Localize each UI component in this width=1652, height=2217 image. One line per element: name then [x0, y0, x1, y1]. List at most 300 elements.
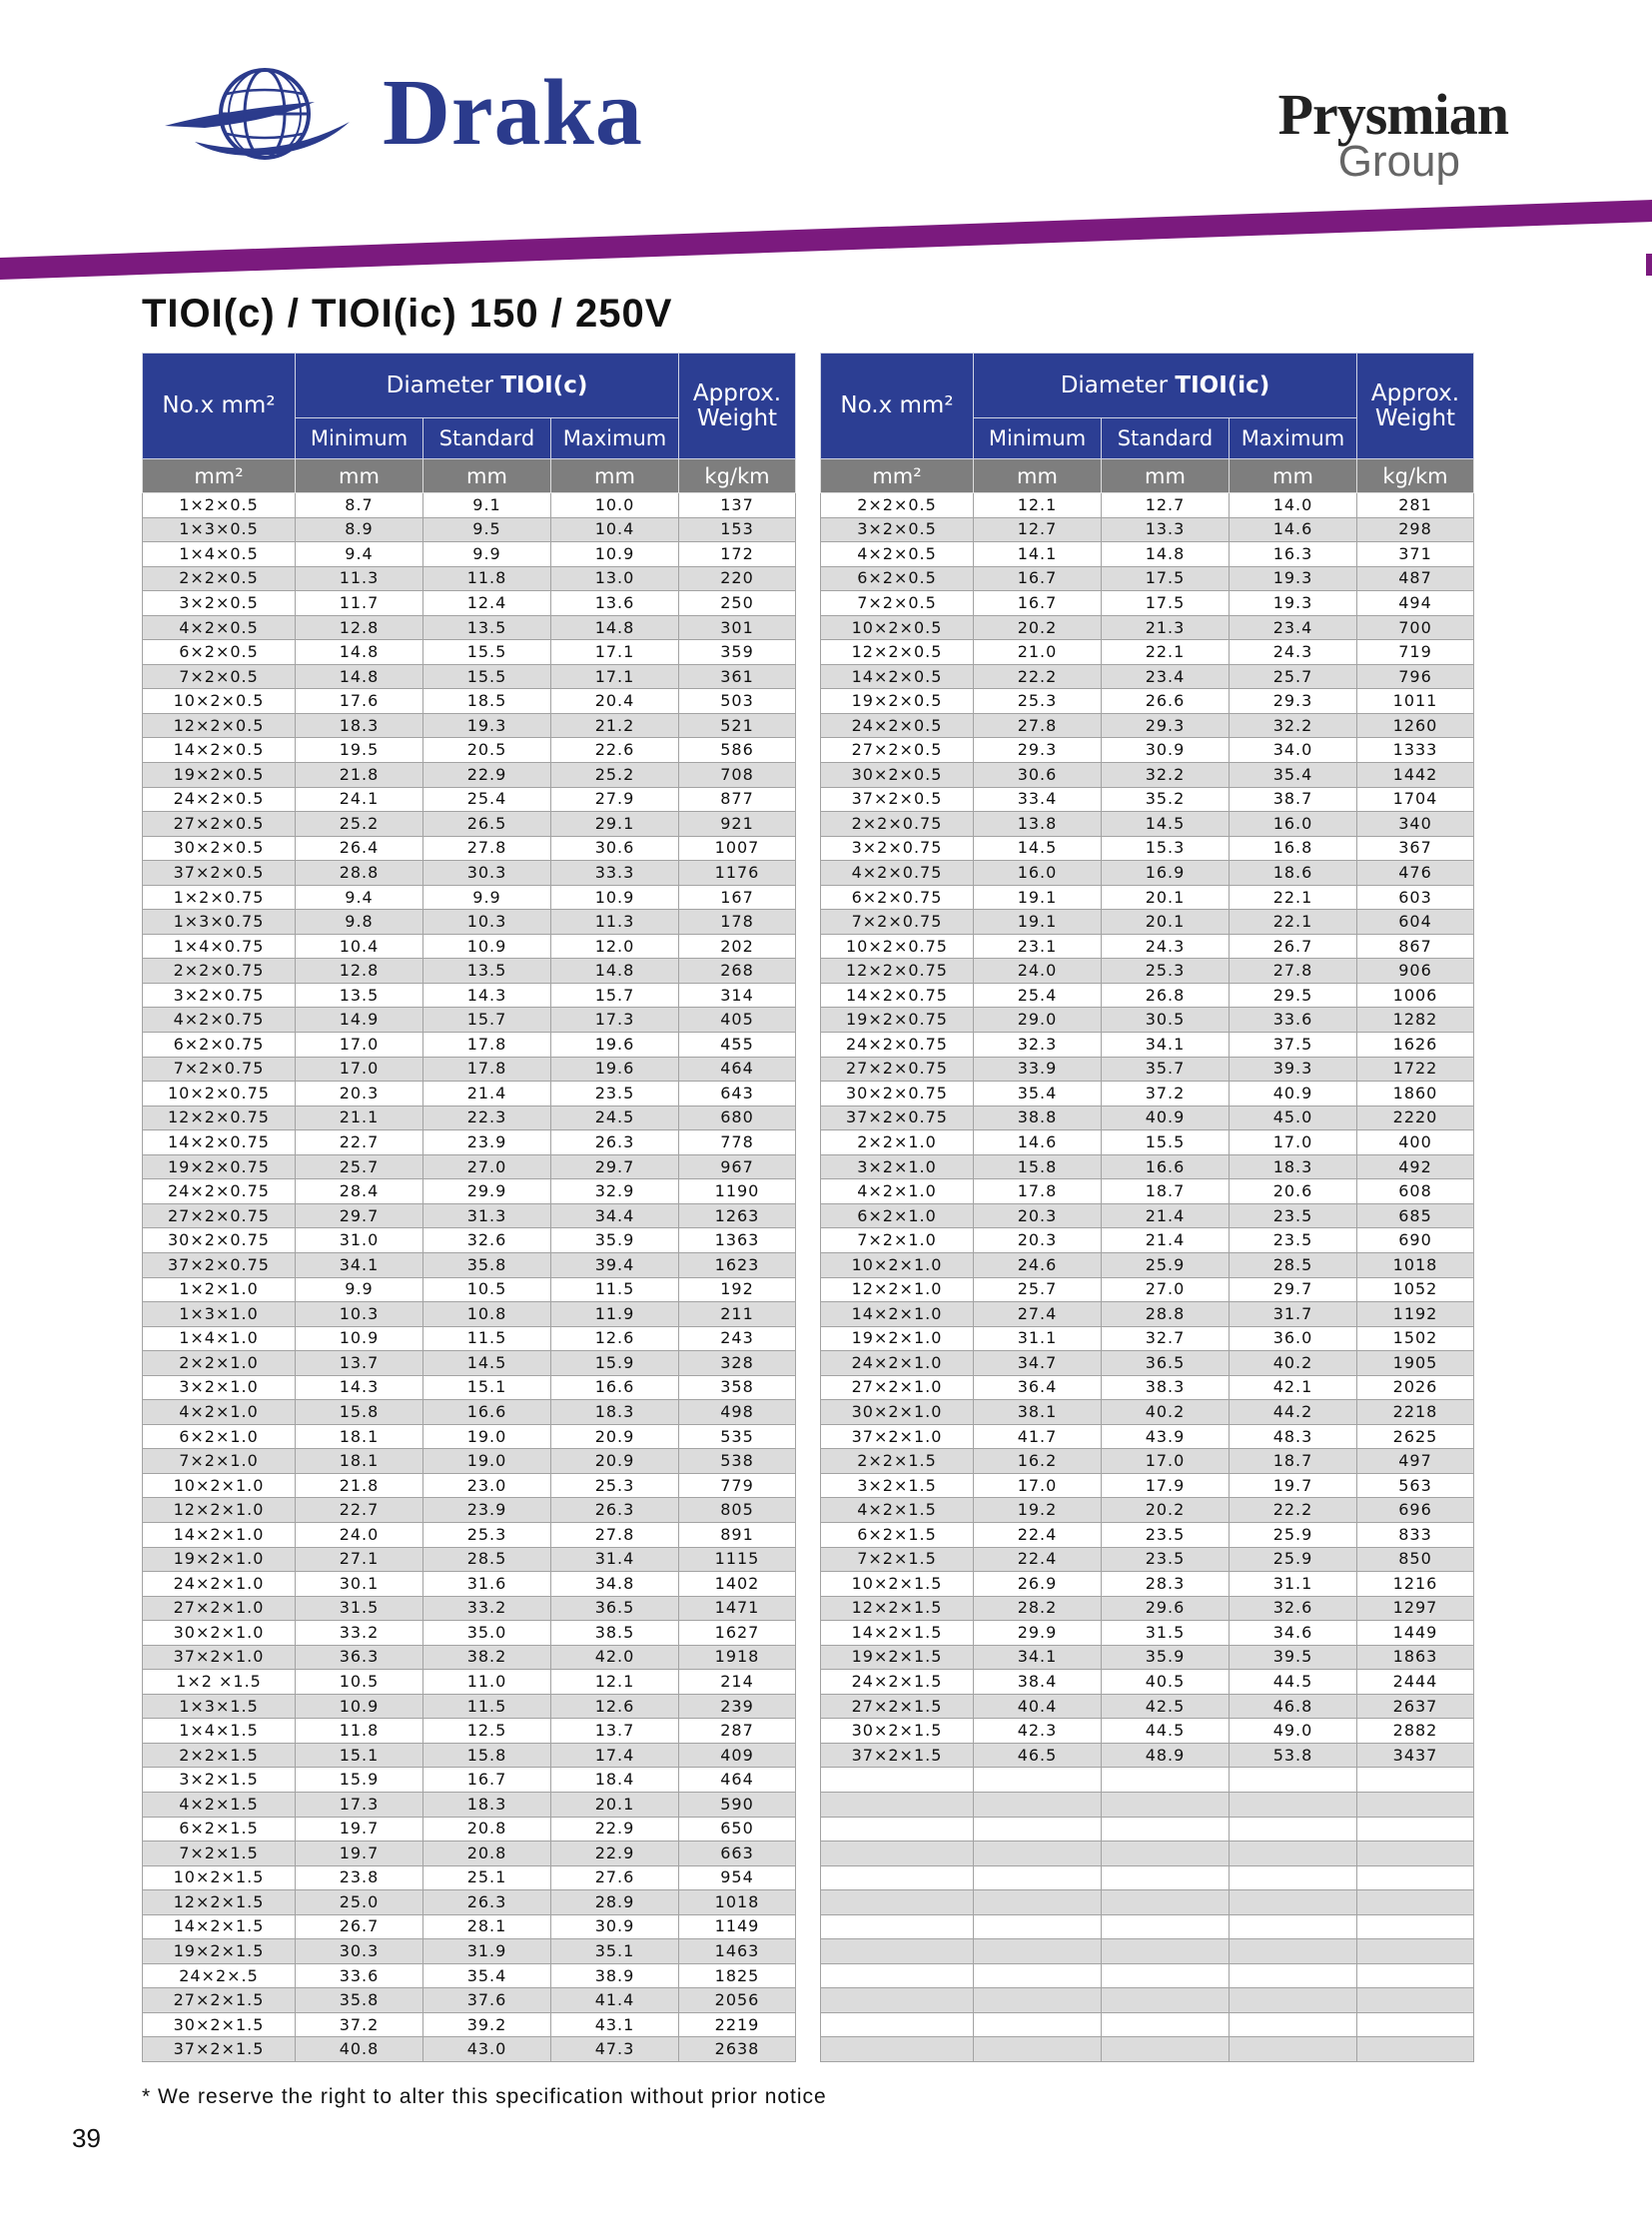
- cell-diameter-min: 17.0: [296, 1057, 423, 1082]
- cell-diameter-max: [1230, 1939, 1357, 1964]
- table-row: [821, 615, 1474, 640]
- table-row: [821, 2012, 1474, 2037]
- cell-diameter-std: 43.0: [423, 2037, 551, 2062]
- cell-cable-size: 27×2×0.5: [143, 812, 296, 837]
- cell-diameter-std: 15.5: [1102, 1130, 1230, 1155]
- cell-weight: 405: [679, 1008, 796, 1033]
- table-row: [143, 763, 796, 788]
- cell-diameter-max: 20.9: [551, 1424, 679, 1449]
- cell-cable-size: [821, 1865, 974, 1890]
- cell-diameter-std: 17.5: [1102, 566, 1230, 591]
- cell-weight: 1263: [679, 1203, 796, 1228]
- table-row: [821, 517, 1474, 542]
- cell-cable-size: 10×2×0.5: [143, 689, 296, 714]
- cell-diameter-min: 36.3: [296, 1645, 423, 1670]
- col-header-minimum: Minimum: [974, 418, 1102, 459]
- cell-diameter-max: 47.3: [551, 2037, 679, 2062]
- cell-cable-size: 10×2×1.5: [821, 1572, 974, 1597]
- cell-weight: 1297: [1357, 1596, 1474, 1621]
- col-header-standard: Standard: [1102, 418, 1230, 459]
- prysmian-wordmark: Prysmian: [1277, 82, 1508, 147]
- cell-diameter-max: 10.9: [551, 542, 679, 567]
- table-row: [821, 1424, 1474, 1449]
- cell-cable-size: 30×2×0.75: [143, 1228, 296, 1253]
- cell-weight: 538: [679, 1449, 796, 1474]
- cell-diameter-max: 40.2: [1230, 1351, 1357, 1376]
- cell-diameter-min: 17.3: [296, 1792, 423, 1817]
- cell-diameter-max: 31.4: [551, 1547, 679, 1572]
- cell-diameter-std: 20.8: [423, 1842, 551, 1866]
- cell-cable-size: 14×2×0.75: [821, 983, 974, 1008]
- table-row: [821, 1743, 1474, 1768]
- cell-diameter-max: 12.6: [551, 1326, 679, 1351]
- table-row: [143, 615, 796, 640]
- cell-diameter-max: 29.7: [1230, 1277, 1357, 1302]
- cell-diameter-max: 11.9: [551, 1302, 679, 1327]
- cell-cable-size: 12×2×0.75: [821, 959, 974, 984]
- cell-cable-size: 30×2×1.0: [143, 1621, 296, 1646]
- table-row: [821, 1645, 1474, 1670]
- cell-diameter-min: 16.0: [974, 861, 1102, 886]
- cell-weight: 268: [679, 959, 796, 984]
- cell-weight: 643: [679, 1082, 796, 1107]
- cell-diameter-max: 18.3: [1230, 1154, 1357, 1179]
- cell-weight: 2220: [1357, 1106, 1474, 1130]
- cell-weight: 328: [679, 1351, 796, 1376]
- table-row: [821, 1375, 1474, 1400]
- cell-weight: 476: [1357, 861, 1474, 886]
- cell-cable-size: [821, 1890, 974, 1915]
- cell-diameter-min: 26.4: [296, 836, 423, 861]
- cell-weight: 172: [679, 542, 796, 567]
- cell-diameter-max: 20.9: [551, 1449, 679, 1474]
- cell-diameter-max: 38.9: [551, 1963, 679, 1988]
- cell-diameter-max: 29.3: [1230, 689, 1357, 714]
- cell-diameter-std: 32.6: [423, 1228, 551, 1253]
- cell-diameter-std: 21.4: [1102, 1228, 1230, 1253]
- cell-weight: 1863: [1357, 1645, 1474, 1670]
- col-header-weight: Approx. Weight: [679, 354, 796, 459]
- cell-diameter-std: 9.9: [423, 885, 551, 910]
- cell-weight: 1449: [1357, 1621, 1474, 1646]
- table-row: [821, 1522, 1474, 1547]
- cell-diameter-std: 16.6: [1102, 1154, 1230, 1179]
- cell-diameter-min: [974, 1988, 1102, 2013]
- cell-diameter-min: 12.8: [296, 959, 423, 984]
- cell-weight: 833: [1357, 1522, 1474, 1547]
- cell-cable-size: [821, 1963, 974, 1988]
- table-row: [143, 1842, 796, 1866]
- table-row: [821, 910, 1474, 935]
- table-row: [821, 1768, 1474, 1793]
- cell-diameter-min: 21.8: [296, 763, 423, 788]
- cell-cable-size: 19×2×0.5: [143, 763, 296, 788]
- cell-cable-size: 3×2×0.75: [143, 983, 296, 1008]
- cell-diameter-max: 38.7: [1230, 787, 1357, 812]
- cell-diameter-min: 34.1: [296, 1252, 423, 1277]
- cell-cable-size: 6×2×1.5: [821, 1522, 974, 1547]
- cell-diameter-min: 32.3: [974, 1033, 1102, 1058]
- table-row: [821, 934, 1474, 959]
- cell-weight: 1006: [1357, 983, 1474, 1008]
- table-row: [821, 1963, 1474, 1988]
- cell-diameter-max: 14.6: [1230, 517, 1357, 542]
- cell-weight: 2637: [1357, 1694, 1474, 1719]
- table-row: [143, 566, 796, 591]
- cell-diameter-max: [1230, 1890, 1357, 1915]
- cell-diameter-max: 39.4: [551, 1252, 679, 1277]
- cell-diameter-max: 37.5: [1230, 1033, 1357, 1058]
- cell-cable-size: [821, 1842, 974, 1866]
- cell-diameter-min: 25.3: [974, 689, 1102, 714]
- cell-diameter-max: [1230, 2037, 1357, 2062]
- table-row: [821, 1719, 1474, 1744]
- cell-cable-size: 4×2×0.5: [821, 542, 974, 567]
- cell-weight: 371: [1357, 542, 1474, 567]
- cell-diameter-std: 23.9: [423, 1498, 551, 1523]
- cell-diameter-max: 20.4: [551, 689, 679, 714]
- unit-weight: kg/km: [1357, 459, 1474, 493]
- cell-weight: [1357, 1963, 1474, 1988]
- cell-weight: 967: [679, 1154, 796, 1179]
- cell-cable-size: 7×2×0.75: [821, 910, 974, 935]
- cell-diameter-min: 9.4: [296, 542, 423, 567]
- cell-weight: 367: [1357, 836, 1474, 861]
- cell-diameter-max: 22.9: [551, 1842, 679, 1866]
- cell-diameter-std: 26.6: [1102, 689, 1230, 714]
- cell-weight: 455: [679, 1033, 796, 1058]
- cell-diameter-std: 22.3: [423, 1106, 551, 1130]
- cell-diameter-max: [1230, 1768, 1357, 1793]
- table-row: [821, 1057, 1474, 1082]
- cell-diameter-std: 20.5: [423, 738, 551, 763]
- table-row: [821, 1449, 1474, 1474]
- table-row: [143, 1277, 796, 1302]
- cell-diameter-std: 15.5: [423, 640, 551, 665]
- cell-diameter-std: 23.9: [423, 1130, 551, 1155]
- cell-weight: 779: [679, 1473, 796, 1498]
- cell-diameter-max: 18.6: [1230, 861, 1357, 886]
- cell-diameter-max: 22.9: [551, 1817, 679, 1842]
- cell-cable-size: 6×2×0.5: [143, 640, 296, 665]
- cell-diameter-max: 26.3: [551, 1498, 679, 1523]
- cell-weight: 358: [679, 1375, 796, 1400]
- cell-diameter-min: 30.3: [296, 1939, 423, 1964]
- table-row: [821, 689, 1474, 714]
- cell-weight: 1471: [679, 1596, 796, 1621]
- table-row: [143, 1621, 796, 1646]
- cell-diameter-min: 10.9: [296, 1326, 423, 1351]
- unit-weight: kg/km: [679, 459, 796, 493]
- cell-diameter-min: 18.1: [296, 1449, 423, 1474]
- cell-diameter-max: 17.0: [1230, 1130, 1357, 1155]
- cell-weight: 719: [1357, 640, 1474, 665]
- cell-diameter-max: 40.9: [1230, 1082, 1357, 1107]
- cell-diameter-min: 27.8: [974, 713, 1102, 738]
- cell-cable-size: 24×2×0.75: [143, 1179, 296, 1204]
- cell-cable-size: 1×2×0.5: [143, 493, 296, 518]
- cell-diameter-min: 11.7: [296, 591, 423, 616]
- cell-cable-size: 30×2×1.5: [143, 2012, 296, 2037]
- cell-cable-size: 24×2×1.5: [821, 1670, 974, 1695]
- cell-weight: 708: [679, 763, 796, 788]
- cell-diameter-min: 14.6: [974, 1130, 1102, 1155]
- cell-diameter-max: 14.8: [551, 959, 679, 984]
- cell-diameter-max: 35.1: [551, 1939, 679, 1964]
- cell-diameter-std: 17.5: [1102, 591, 1230, 616]
- cell-diameter-max: 16.0: [1230, 812, 1357, 837]
- cell-diameter-std: 14.3: [423, 983, 551, 1008]
- cell-cable-size: 14×2×1.0: [821, 1302, 974, 1327]
- cell-cable-size: 1×3×0.5: [143, 517, 296, 542]
- table-row: [821, 640, 1474, 665]
- cell-diameter-max: 39.3: [1230, 1057, 1357, 1082]
- cell-diameter-max: 24.5: [551, 1106, 679, 1130]
- cell-diameter-std: 23.5: [1102, 1522, 1230, 1547]
- cell-diameter-min: 29.9: [974, 1621, 1102, 1646]
- table-row: [143, 738, 796, 763]
- cell-diameter-max: [1230, 1817, 1357, 1842]
- table-row: [143, 1302, 796, 1327]
- cell-cable-size: 3×2×0.5: [821, 517, 974, 542]
- cell-diameter-std: 11.5: [423, 1694, 551, 1719]
- cell-cable-size: 4×2×0.5: [143, 615, 296, 640]
- cell-diameter-max: 34.6: [1230, 1621, 1357, 1646]
- cell-diameter-std: 11.5: [423, 1326, 551, 1351]
- cell-diameter-std: 9.1: [423, 493, 551, 518]
- cell-weight: 690: [1357, 1228, 1474, 1253]
- cell-diameter-min: 22.4: [974, 1522, 1102, 1547]
- cell-weight: 464: [679, 1057, 796, 1082]
- cell-diameter-min: 35.4: [974, 1082, 1102, 1107]
- cell-diameter-max: [1230, 1963, 1357, 1988]
- cell-diameter-max: 14.8: [551, 615, 679, 640]
- cell-diameter-std: 17.0: [1102, 1449, 1230, 1474]
- cell-weight: 680: [679, 1106, 796, 1130]
- cell-cable-size: 7×2×0.5: [821, 591, 974, 616]
- cell-cable-size: 1×4×0.75: [143, 934, 296, 959]
- table-row: [143, 836, 796, 861]
- col-header-weight: Approx. Weight: [1357, 354, 1474, 459]
- cell-diameter-min: 29.3: [974, 738, 1102, 763]
- cell-weight: 1018: [1357, 1252, 1474, 1277]
- cell-cable-size: 7×2×0.5: [143, 664, 296, 689]
- cell-diameter-max: 17.3: [551, 1008, 679, 1033]
- cell-diameter-min: [974, 2012, 1102, 2037]
- cell-diameter-max: 19.3: [1230, 566, 1357, 591]
- cell-diameter-std: 35.9: [1102, 1645, 1230, 1670]
- table-row: [821, 1400, 1474, 1425]
- cell-cable-size: 14×2×0.5: [821, 664, 974, 689]
- cell-diameter-max: 24.3: [1230, 640, 1357, 665]
- cell-cable-size: 4×2×1.0: [143, 1400, 296, 1425]
- table-row: [821, 763, 1474, 788]
- cell-diameter-min: [974, 1963, 1102, 1988]
- cell-weight: 167: [679, 885, 796, 910]
- table-row: [821, 1473, 1474, 1498]
- cell-diameter-std: 12.5: [423, 1719, 551, 1744]
- table-row: [143, 1008, 796, 1033]
- footnote: * We reserve the right to alter this specification without prior notice: [142, 2085, 827, 2108]
- cell-diameter-max: 20.1: [551, 1792, 679, 1817]
- cell-diameter-std: 21.3: [1102, 615, 1230, 640]
- table-row: [143, 664, 796, 689]
- cell-weight: 1825: [679, 1963, 796, 1988]
- cell-weight: 1905: [1357, 1351, 1474, 1376]
- cell-diameter-std: 31.5: [1102, 1621, 1230, 1646]
- cell-diameter-max: [1230, 1865, 1357, 1890]
- header-color-band: [0, 196, 1652, 286]
- cell-weight: 954: [679, 1865, 796, 1890]
- cell-diameter-std: 39.2: [423, 2012, 551, 2037]
- cell-diameter-max: 16.3: [1230, 542, 1357, 567]
- cell-cable-size: 27×2×0.75: [821, 1057, 974, 1082]
- cell-weight: 3437: [1357, 1743, 1474, 1768]
- cell-cable-size: 6×2×0.5: [821, 566, 974, 591]
- cell-diameter-max: 16.6: [551, 1375, 679, 1400]
- cell-diameter-min: 14.8: [296, 640, 423, 665]
- table-row: [143, 591, 796, 616]
- cell-diameter-min: 21.0: [974, 640, 1102, 665]
- cell-weight: [1357, 1817, 1474, 1842]
- cell-cable-size: 12×2×1.5: [821, 1596, 974, 1621]
- cell-weight: 239: [679, 1694, 796, 1719]
- cell-diameter-min: 19.7: [296, 1842, 423, 1866]
- cell-cable-size: 7×2×1.5: [143, 1842, 296, 1866]
- cell-diameter-std: 29.6: [1102, 1596, 1230, 1621]
- cell-cable-size: 24×2×0.5: [821, 713, 974, 738]
- table-row: [821, 1203, 1474, 1228]
- cell-diameter-std: [1102, 1768, 1230, 1793]
- cell-cable-size: [821, 1939, 974, 1964]
- table-row: [821, 1154, 1474, 1179]
- cell-diameter-std: 38.2: [423, 1645, 551, 1670]
- cell-diameter-std: 16.6: [423, 1400, 551, 1425]
- cell-diameter-min: 34.1: [974, 1645, 1102, 1670]
- cell-cable-size: 24×2×0.5: [143, 787, 296, 812]
- cell-weight: 778: [679, 1130, 796, 1155]
- cell-diameter-max: 27.8: [1230, 959, 1357, 984]
- cell-weight: 2056: [679, 1988, 796, 2013]
- cell-diameter-max: 15.7: [551, 983, 679, 1008]
- cell-diameter-min: 33.2: [296, 1621, 423, 1646]
- cell-diameter-max: 27.8: [551, 1522, 679, 1547]
- cell-diameter-std: 43.9: [1102, 1424, 1230, 1449]
- cell-diameter-std: 26.5: [423, 812, 551, 837]
- cell-diameter-min: 17.6: [296, 689, 423, 714]
- cell-diameter-min: 24.0: [296, 1522, 423, 1547]
- cell-cable-size: 24×2×1.0: [821, 1351, 974, 1376]
- cell-diameter-min: [974, 1792, 1102, 1817]
- cell-diameter-min: 33.4: [974, 787, 1102, 812]
- cell-diameter-min: 10.9: [296, 1694, 423, 1719]
- cell-diameter-min: [974, 1817, 1102, 1842]
- cell-cable-size: 2×2×1.5: [143, 1743, 296, 1768]
- cell-cable-size: 2×2×0.5: [143, 566, 296, 591]
- cell-diameter-std: 27.0: [1102, 1277, 1230, 1302]
- cell-diameter-min: 17.0: [974, 1473, 1102, 1498]
- cell-cable-size: 19×2×0.75: [143, 1154, 296, 1179]
- cell-diameter-min: 28.8: [296, 861, 423, 886]
- cell-diameter-min: 19.7: [296, 1817, 423, 1842]
- cell-diameter-min: 15.1: [296, 1743, 423, 1768]
- table-row: [143, 1033, 796, 1058]
- cell-diameter-std: [1102, 1939, 1230, 1964]
- table-row: [143, 1203, 796, 1228]
- cell-weight: [1357, 2037, 1474, 2062]
- cell-cable-size: 12×2×1.0: [821, 1277, 974, 1302]
- cell-diameter-std: 25.3: [423, 1522, 551, 1547]
- cell-diameter-max: 13.6: [551, 591, 679, 616]
- cell-cable-size: 10×2×0.75: [821, 934, 974, 959]
- cell-diameter-min: 33.9: [974, 1057, 1102, 1082]
- cell-cable-size: 2×2×1.5: [821, 1449, 974, 1474]
- cell-diameter-std: 9.5: [423, 517, 551, 542]
- cell-diameter-max: 45.0: [1230, 1106, 1357, 1130]
- page-number: 39: [72, 2123, 101, 2153]
- cell-diameter-min: 41.7: [974, 1424, 1102, 1449]
- cell-cable-size: 14×2×0.5: [143, 738, 296, 763]
- cell-diameter-min: 17.0: [296, 1033, 423, 1058]
- draka-globe-icon: [165, 62, 350, 172]
- cell-diameter-min: 23.8: [296, 1865, 423, 1890]
- table-row: [143, 1057, 796, 1082]
- table-row: [143, 542, 796, 567]
- cell-cable-size: 14×2×1.5: [821, 1621, 974, 1646]
- col-header-no: No.x mm²: [821, 354, 974, 459]
- cell-diameter-std: 15.1: [423, 1375, 551, 1400]
- table-row: [143, 983, 796, 1008]
- cell-weight: 1176: [679, 861, 796, 886]
- cell-diameter-max: 25.9: [1230, 1522, 1357, 1547]
- cell-diameter-max: [1230, 1988, 1357, 2013]
- draka-logo: [165, 62, 664, 172]
- cell-weight: 796: [1357, 664, 1474, 689]
- cell-diameter-std: 30.5: [1102, 1008, 1230, 1033]
- cell-weight: 696: [1357, 1498, 1474, 1523]
- cell-weight: [1357, 1768, 1474, 1793]
- table-row: [143, 1865, 796, 1890]
- table-row: [821, 2037, 1474, 2062]
- table-row: [821, 1865, 1474, 1890]
- cell-diameter-min: 34.7: [974, 1351, 1102, 1376]
- cell-diameter-min: 14.3: [296, 1375, 423, 1400]
- cell-diameter-std: 19.0: [423, 1449, 551, 1474]
- cell-diameter-std: 10.9: [423, 934, 551, 959]
- cell-diameter-std: 30.9: [1102, 738, 1230, 763]
- cell-diameter-min: 38.8: [974, 1106, 1102, 1130]
- cell-diameter-std: 18.3: [423, 1792, 551, 1817]
- cell-diameter-max: 29.5: [1230, 983, 1357, 1008]
- cell-weight: 340: [1357, 812, 1474, 837]
- cell-cable-size: 4×2×1.5: [143, 1792, 296, 1817]
- cell-cable-size: 10×2×1.0: [143, 1473, 296, 1498]
- cell-diameter-std: 44.5: [1102, 1719, 1230, 1744]
- table-row: [143, 1130, 796, 1155]
- cell-cable-size: 6×2×0.75: [143, 1033, 296, 1058]
- cell-cable-size: 6×2×0.75: [821, 885, 974, 910]
- cell-cable-size: [821, 1914, 974, 1939]
- table-row: [143, 1963, 796, 1988]
- cell-weight: 503: [679, 689, 796, 714]
- cell-cable-size: 30×2×0.5: [821, 763, 974, 788]
- cell-diameter-min: 38.1: [974, 1400, 1102, 1425]
- cell-cable-size: 19×2×1.0: [143, 1547, 296, 1572]
- cell-diameter-min: 30.1: [296, 1572, 423, 1597]
- cell-diameter-min: [974, 1914, 1102, 1939]
- table-row: [143, 1252, 796, 1277]
- cell-diameter-std: 14.5: [1102, 812, 1230, 837]
